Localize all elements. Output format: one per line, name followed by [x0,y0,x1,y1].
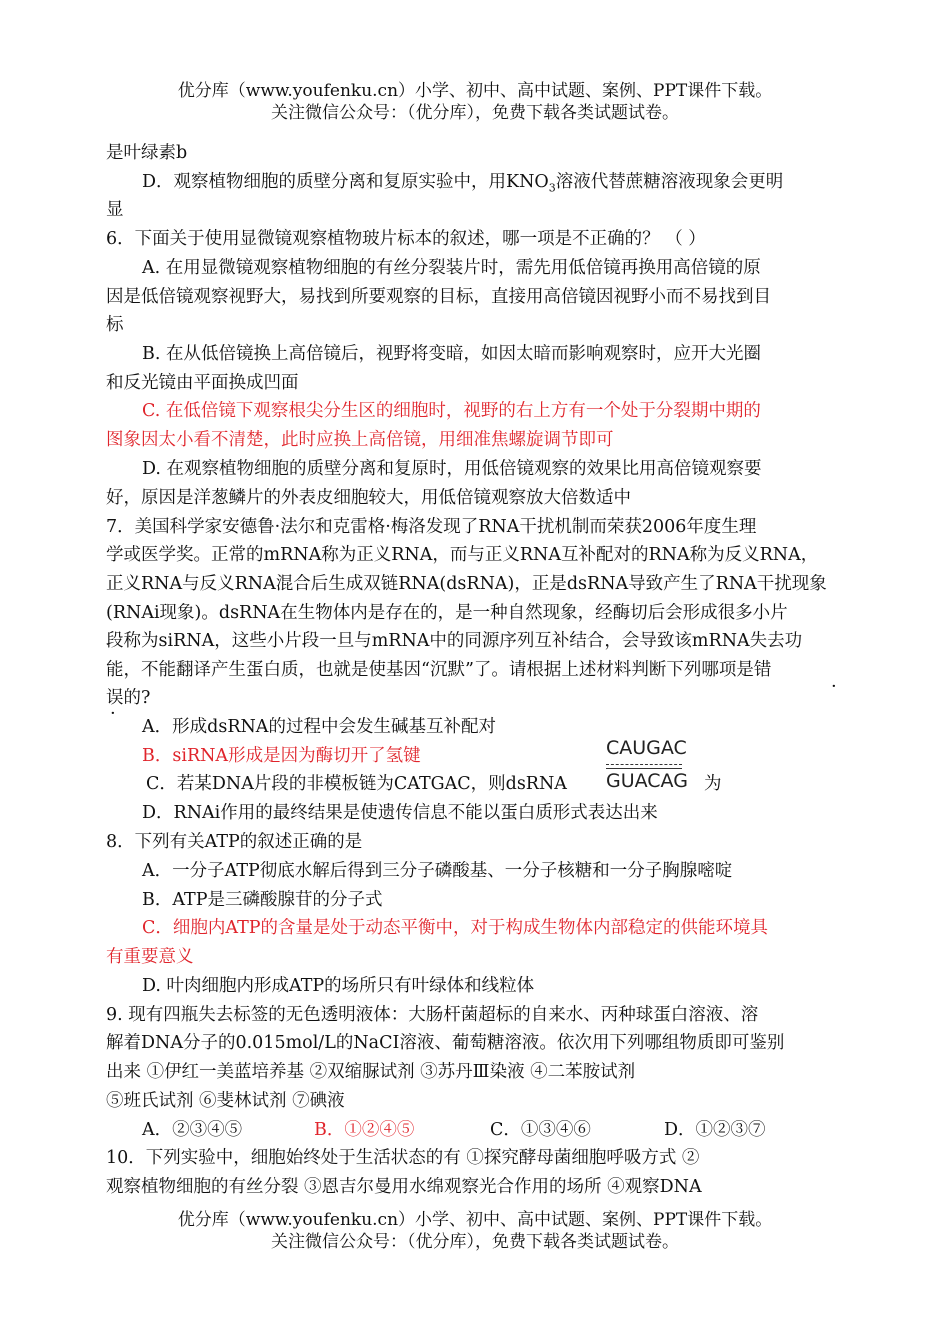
footer-line-1: 优分库（www.youfenku.cn）小学、初中、高中试题、案例、PPT课件下载。 [177,1210,773,1230]
q7-option-a: A．形成dsRNA的过程中会发生碱基互补配对 [142,717,496,737]
q6-option-c-answer: C. 在低倍镜下观察根尖分生区的细胞时，视野的右上方有一个处于分裂期中期的 [142,401,761,421]
q7-option-b-answer: B．siRNA形成是因为酶切开了氢键 [142,746,421,766]
header-line-2: 关注微信公众号：（优分库），免费下载各类试题试卷。 [271,103,679,123]
dsrna-bottom-strand: GUACAG [606,770,688,792]
question-9: 9. 现有四瓶失去标签的无色透明液体：大肠杆菌超标的自来水、丙种球蛋白溶液、溶 [106,1005,759,1025]
text-span: 为 [704,774,722,794]
text-line: 能，不能翻译产生蛋白质，也就是使基因“沉默”了。请根据上述材料判断下列哪项是错 [106,660,772,680]
text-line: 好，原因是洋葱鳞片的外表皮细胞较大，用低倍镜观察放大倍数适中 [106,488,631,508]
hydrogen-bond-line [606,764,682,765]
q8-option-b: B．ATP是三磷酸腺苷的分子式 [142,890,383,910]
text-line: 观察植物细胞的有丝分裂 ③恩吉尔曼用水绵观察光合作用的场所 ④观察DNA [106,1177,702,1197]
q8-option-a: A．一分子ATP彻底水解后得到三分子磷酸基、一分子核糖和一分子胸腺嘧啶 [142,861,733,881]
question-10: 10．下列实验中，细胞始终处于生活状态的有 ①探究酵母菌细胞呼吸方式 ② [106,1148,700,1168]
header-line-1: 优分库（www.youfenku.cn）小学、初中、高中试题、案例、PPT课件下载。 [177,81,773,101]
text-line: 段称为siRNA，这些小片段一旦与mRNA中的同源序列互补结合，会导致该mRNA失去功 [106,631,803,651]
subscript: 3 [548,181,556,195]
text-line: 正义RNA与反义RNA混合后生成双链RNA(dsRNA)，正是dsRNA导致产生了RNA干扰现象 [106,574,827,594]
option-d-line [142,168,783,203]
text-line: 出来 ①伊红一美蓝培养基 ②双缩脲试剂 ③苏丹Ⅲ染液 ④二苯胺试剂 [106,1062,636,1082]
question-6: 6．下面关于使用显微镜观察植物玻片标本的叙述，哪一项是不正确的？ （ ） [106,229,706,249]
dsrna-diagram [606,737,688,795]
q9-option-d: D．①②③⑦ [664,1120,766,1140]
q8-option-d: D. 叶肉细胞内形成ATP的场所只有叶绿体和线粒体 [142,976,535,996]
text-line: 因是低倍镜观察视野大，易找到所要观察的目标，直接用高倍镜因视野小而不易找到目 [106,287,771,307]
text-line: 学或医学奖。正常的mRNA称为正义RNA，而与正义RNA互补配对的RNA称为反义RNA， [106,545,819,565]
text-span: 溶液代替蔗糖溶液现象会更明 [555,172,784,192]
q6-option-d: D. 在观察植物细胞的质壁分离和复原时，用低倍镜观察的效果比用高倍镜观察要 [142,459,762,479]
text-line-answer: 图象因太小看不清楚，此时应换上高倍镜，用细准焦螺旋调节即可 [106,430,614,450]
text-line: 和反光镜由平面换成凹面 [106,373,299,393]
text-line: 误的? [106,688,151,708]
q9-option-b-answer: B．①②④⑤ [314,1120,415,1140]
text-line: 是叶绿素b [106,143,188,163]
q9-option-a: A．②③④⑤ [142,1120,243,1140]
strand-divider [606,768,682,769]
text-line: 显 [106,200,124,220]
text-span: D．观察植物细胞的质壁分离和复原实验中，用KNO [142,172,549,192]
question-7: 7．美国科学家安德鲁·法尔和克雷格·梅洛发现了RNA干扰机制而荣获2006年度生理 [106,517,757,537]
dsrna-top-strand: CAUGAC [606,737,687,759]
emphasis-dot: · [831,676,837,697]
q7-option-c: C．若某DNA片段的非模板链为CATGAC，则dsRNA [146,774,567,794]
text-line: (RNAi现象)。dsRNA在生物体内是存在的，是一种自然现象，经酶切后会形成很多小片 [106,603,788,623]
text-line: 标 [106,315,124,335]
q9-option-c: C．①③④⑥ [490,1120,591,1140]
q7-option-d: D．RNAi作用的最终结果是使遗传信息不能以蛋白质形式表达出来 [142,803,658,823]
emphasis-dot: · [110,703,116,724]
text-line: ⑤班氏试剂 ⑥斐林试剂 ⑦碘液 [106,1091,345,1111]
question-8: 8．下列有关ATP的叙述正确的是 [106,832,363,852]
q8-option-c-answer: C．细胞内ATP的含量是处于动态平衡中，对于构成生物体内部稳定的供能环境具 [142,918,769,938]
text-line: 解着DNA分子的0.015mol/L的NaCI溶液、葡萄糖溶液。依次用下列哪组物质即可鉴别 [106,1033,785,1053]
q6-option-a: A. 在用显微镜观察植物细胞的有丝分裂装片时，需先用低倍镜再换用高倍镜的原 [142,258,761,278]
q6-option-b: B. 在从低倍镜换上高倍镜后，视野将变暗，如因太暗而影响观察时，应开大光圈 [142,344,761,364]
footer-line-2: 关注微信公众号：（优分库），免费下载各类试题试卷。 [271,1232,679,1252]
text-line-answer: 有重要意义 [106,947,194,967]
